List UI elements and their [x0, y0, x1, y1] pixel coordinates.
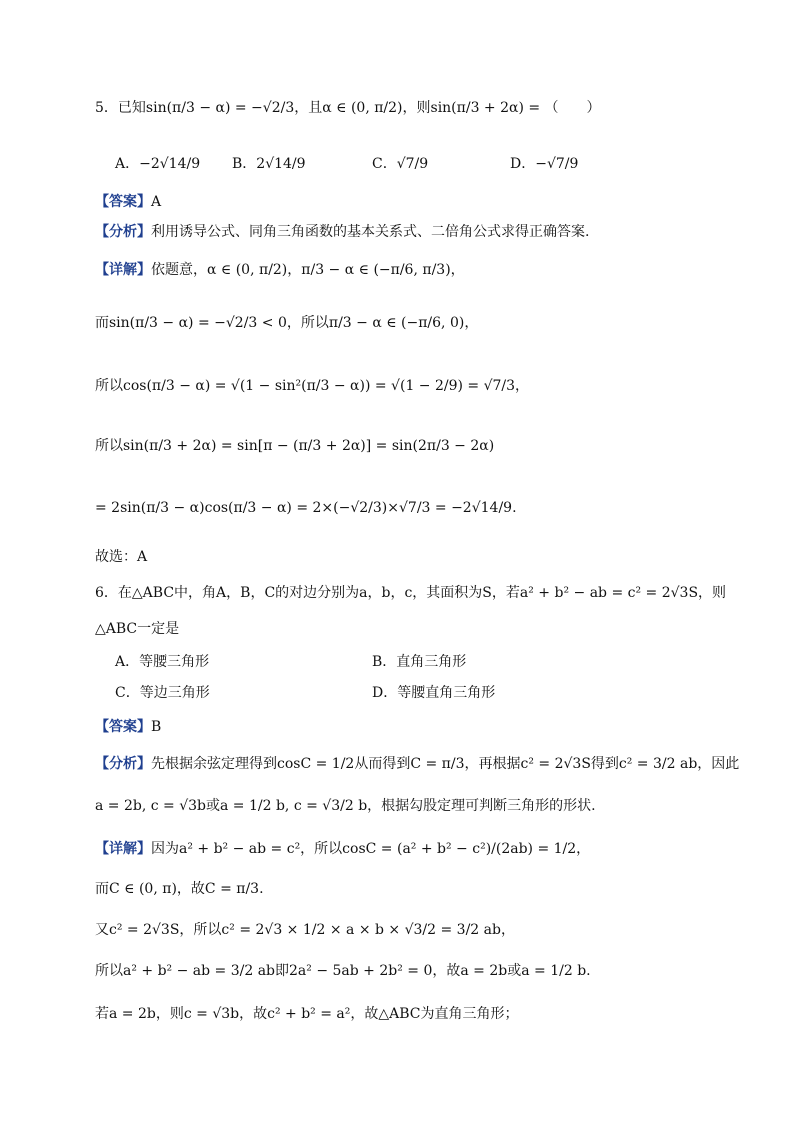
- q6-detail-line-3: 又c² = 2√3S，所以c² = 2√3 × 1/2 × a × b × √3/2 = 3/2 ab，: [95, 922, 515, 938]
- q6-option-d: D．等腰直角三角形: [372, 685, 496, 701]
- q6-detail-line-4: 所以a² + b² − ab = 3/2 ab即2a² − 5ab + 2b² = 0，故a = 2b或a = 1/2 b.: [95, 963, 591, 979]
- q5-conclusion: 故选：A: [95, 549, 148, 565]
- analysis-tag: 【分析】: [95, 224, 151, 240]
- q5-detail-1: 依题意，α ∈ (0, π/2)，π/3 − α ∈ (−π/6, π/3)，: [151, 262, 465, 278]
- q6-stem-line-2: △ABC一定是: [95, 621, 180, 637]
- q5-option-d: D．−√7/9: [510, 156, 579, 172]
- q6-option-a: A．等腰三角形: [115, 654, 210, 670]
- q6-detail-line-5: 若a = 2b，则c = √3b，故c² + b² = a²，故△ABC为直角三角形；: [95, 1006, 519, 1022]
- q6-option-b: B．直角三角形: [372, 654, 467, 670]
- q5-detail-line-5: = 2sin(π/3 − α)cos(π/3 − α) = 2×(−√2/3)×√7/3 = −2√14/9.: [95, 500, 517, 516]
- q6-stem-line-1: 6．在△ABC中，角A，B，C的对边分别为a，b，c，其面积为S，若a² + b² − ab = c² = 2√3S，则: [95, 585, 727, 601]
- q5-answer: A: [151, 194, 162, 210]
- q5-option-c: C．√7/9: [372, 156, 429, 172]
- q6-detail-line-2: 而C ∈ (0, π)，故C = π/3.: [95, 881, 264, 897]
- q6-analysis-1: 先根据余弦定理得到cosC = 1/2从而得到C = π/3，再根据c² = 2√3S得到c² = 3/2 ab，因此: [151, 756, 740, 772]
- q6-option-c: C．等边三角形: [115, 685, 210, 701]
- q5-detail-line-1: [95, 259, 465, 281]
- answer-tag: 【答案】: [95, 719, 151, 735]
- detail-tag: 【详解】: [95, 262, 151, 278]
- q5-analysis: 利用诱导公式、同角三角函数的基本关系式、二倍角公式求得正确答案.: [151, 224, 590, 240]
- q6-analysis-line-1: [95, 753, 739, 775]
- q6-answer: B: [151, 719, 162, 735]
- detail-tag: 【详解】: [95, 841, 151, 857]
- q5-option-b: B．2√14/9: [232, 156, 306, 172]
- q6-detail-1: 因为a² + b² − ab = c²，所以cosC = (a² + b² − c²)/(2ab) = 1/2，: [151, 841, 591, 857]
- q5-option-a: A．−2√14/9: [115, 156, 201, 172]
- q5-detail-line-2: 而sin(π/3 − α) = −√2/3 < 0，所以π/3 − α ∈ (−π/6, 0)，: [95, 315, 479, 331]
- q5-answer-line: [95, 191, 161, 213]
- q5-detail-line-4: 所以sin(π/3 + 2α) = sin[π − (π/3 + 2α)] = sin(2π/3 − 2α): [95, 438, 495, 454]
- analysis-tag: 【分析】: [95, 756, 151, 772]
- q5-analysis-line: [95, 221, 589, 243]
- q6-detail-line-1: [95, 838, 590, 860]
- q6-answer-line: [95, 716, 161, 738]
- q5-detail-line-3: 所以cos(π/3 − α) = √(1 − sin²(π/3 − α)) = √(1 − 2/9) = √7/3，: [95, 378, 530, 394]
- q6-analysis-line-2: a = 2b, c = √3b或a = 1/2 b, c = √3/2 b，根据勾股定理可判断三角形的形状.: [95, 798, 596, 814]
- q5-stem: 5．已知sin(π/3 − α) = −√2/3，且α ∈ (0, π/2)，则sin(π/3 + 2α) = （ ）: [95, 100, 601, 116]
- answer-tag: 【答案】: [95, 194, 151, 210]
